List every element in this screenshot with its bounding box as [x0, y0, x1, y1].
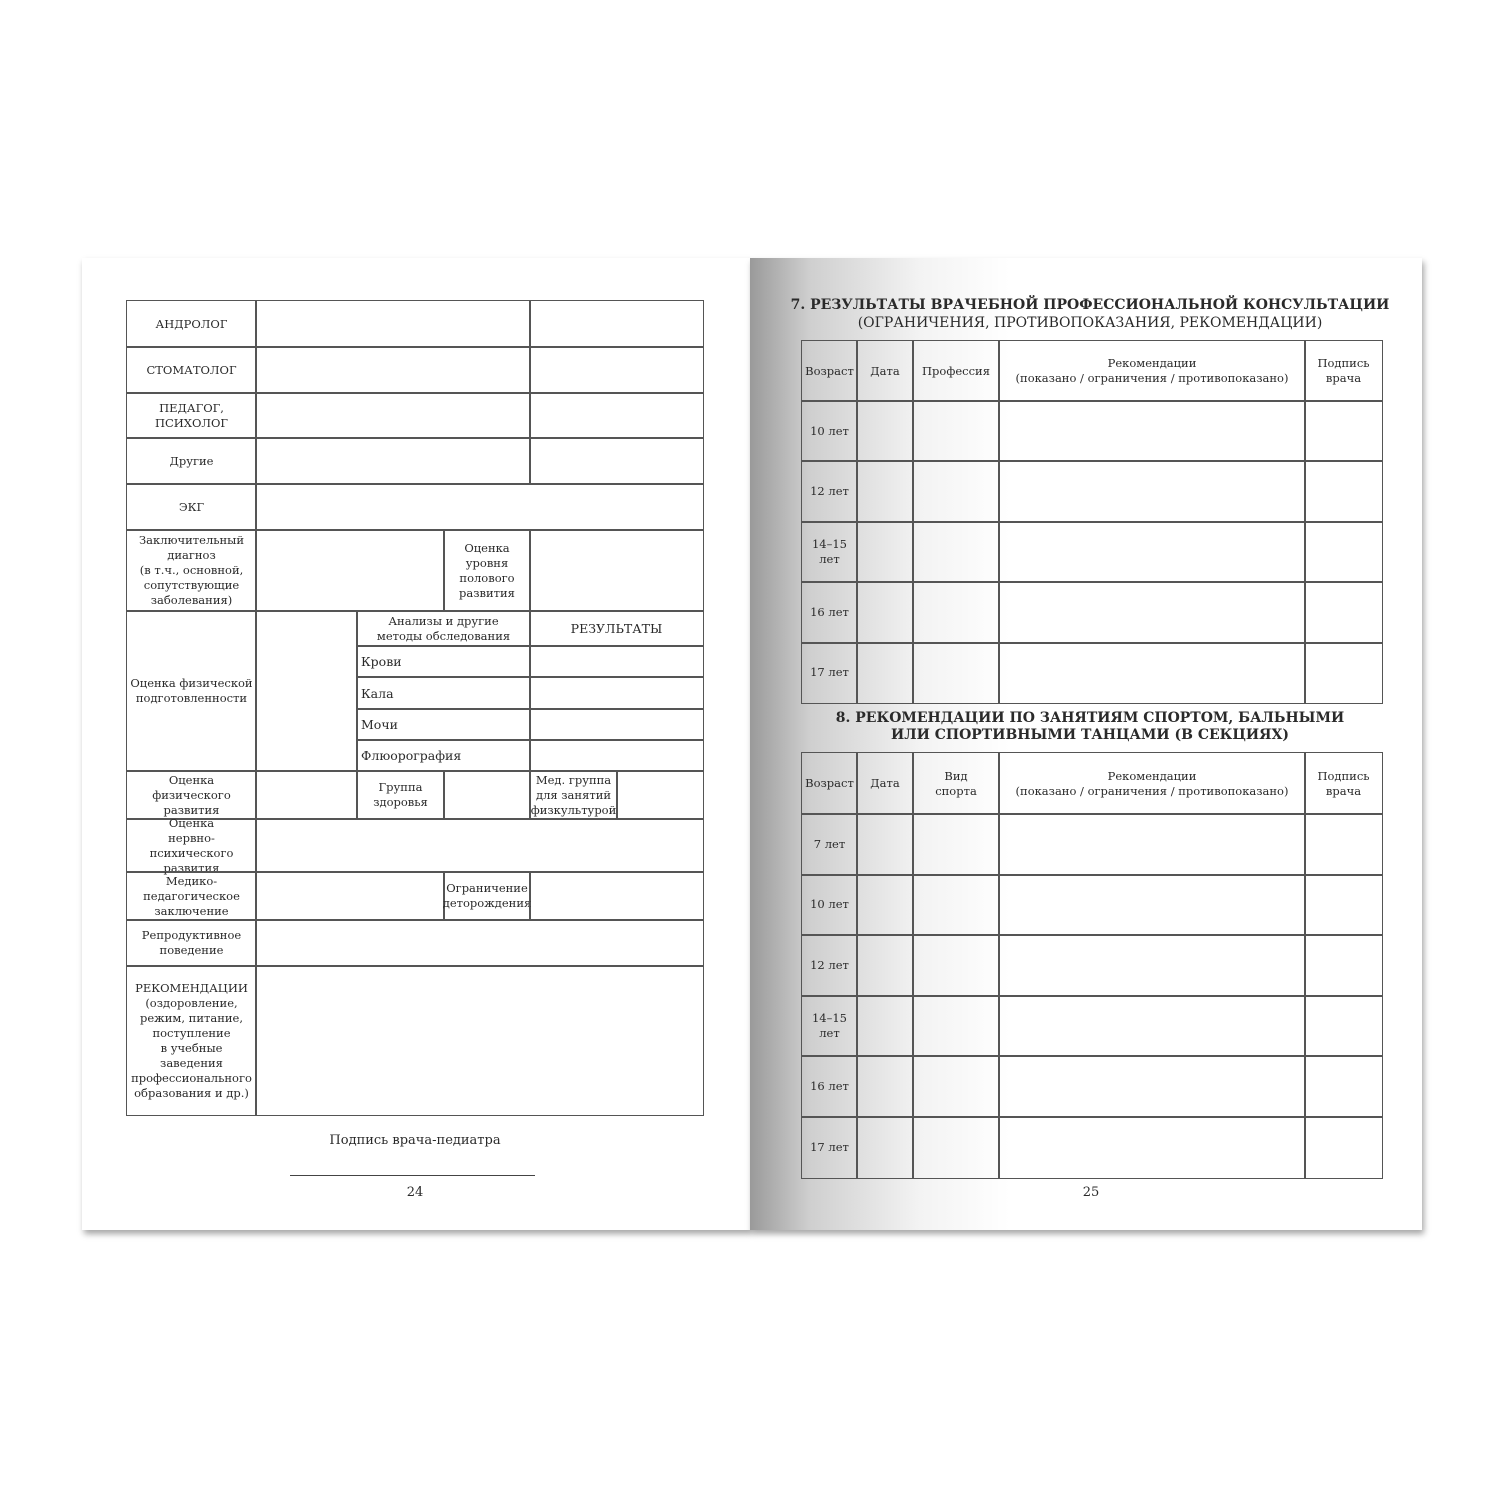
section8-cell-profession[interactable]	[912, 813, 1000, 876]
section8-cell-recommendations[interactable]	[998, 934, 1306, 997]
blood-result[interactable]	[529, 645, 704, 678]
row-label-andrologist: АНДРОЛОГ	[126, 300, 257, 348]
section7-cell-recommendations[interactable]	[998, 460, 1306, 522]
section7-row-age: 10 лет	[801, 400, 858, 462]
section8-cell-recommendations[interactable]	[998, 1116, 1306, 1179]
section8-cell-profession[interactable]	[912, 1055, 1000, 1118]
label-childbearing-limit: Ограничение деторождения	[443, 871, 531, 921]
section8-row-age: 16 лет	[801, 1055, 858, 1118]
section7-cell-recommendations[interactable]	[998, 642, 1306, 704]
section8-cell-recommendations[interactable]	[998, 813, 1306, 876]
section7-header-date: Дата	[856, 340, 914, 402]
fluorography-result[interactable]	[529, 739, 704, 772]
section8-cell-recommendations[interactable]	[998, 1055, 1306, 1118]
section8-header-age: Возраст	[801, 752, 858, 815]
section8-cell-signature[interactable]	[1304, 1116, 1383, 1179]
section8-row-age: 10 лет	[801, 874, 858, 937]
page-number-right: 25	[1082, 1185, 1100, 1200]
section8-cell-profession[interactable]	[912, 874, 1000, 937]
test-label-stool: Кала	[356, 676, 531, 710]
section7-cell-signature[interactable]	[1304, 642, 1383, 704]
section7-row-age: 16 лет	[801, 581, 858, 643]
teacher-psychologist-field[interactable]	[255, 392, 531, 439]
test-label-fluorography: Флюорография	[356, 739, 531, 772]
row-label-neuro-development: Оценка нервно-психического развития	[126, 818, 257, 873]
dentist-signature[interactable]	[529, 346, 704, 394]
urine-result[interactable]	[529, 708, 704, 741]
section7-title: 7. РЕЗУЛЬТАТЫ ВРАЧЕБНОЙ ПРОФЕССИОНАЛЬНОЙ КОНСУЛЬТАЦИИ	[790, 297, 1390, 313]
andrologist-field[interactable]	[255, 300, 531, 348]
section7-subtitle: (ОГРАНИЧЕНИЯ, ПРОТИВОПОКАЗАНИЯ, РЕКОМЕНДАЦИИ)	[857, 315, 1323, 331]
section8-cell-profession[interactable]	[912, 934, 1000, 997]
label-sexual-development: Оценка уровня полового развития	[443, 529, 531, 612]
section7-cell-date[interactable]	[856, 521, 914, 583]
section7-header-recommendations: Рекомендации (показано / ограничения / противопоказано)	[998, 340, 1306, 402]
section8-title: 8. РЕКОМЕНДАЦИИ ПО ЗАНЯТИЯМ СПОРТОМ, БАЛЬНЫМИ ИЛИ СПОРТИВНЫМИ ТАНЦАМИ (В СЕКЦИЯХ)	[835, 710, 1345, 743]
section7-header-age: Возраст	[801, 340, 858, 402]
page-number-left: 24	[406, 1185, 424, 1200]
section7-row-age: 14–15 лет	[801, 521, 858, 583]
test-label-urine: Мочи	[356, 708, 531, 741]
section8-cell-date[interactable]	[856, 1116, 914, 1179]
signature-label: Подпись врача-педиатра	[329, 1133, 501, 1148]
signature-line[interactable]	[290, 1175, 535, 1176]
recommendations-field[interactable]	[255, 965, 704, 1116]
row-label-recommendations: РЕКОМЕНДАЦИИ (оздоровление, режим, питание, поступление в учебные заведения профессионального образования и др.)	[126, 965, 257, 1116]
section7-cell-signature[interactable]	[1304, 400, 1383, 462]
section7-cell-signature[interactable]	[1304, 521, 1383, 583]
section8-cell-date[interactable]	[856, 1055, 914, 1118]
final-diagnosis-field[interactable]	[255, 529, 445, 612]
section8-cell-signature[interactable]	[1304, 813, 1383, 876]
dentist-field[interactable]	[255, 346, 531, 394]
others-field[interactable]	[255, 437, 531, 485]
section8-cell-date[interactable]	[856, 874, 914, 937]
section7-cell-date[interactable]	[856, 460, 914, 522]
teacher-psychologist-signature[interactable]	[529, 392, 704, 439]
section8-cell-signature[interactable]	[1304, 995, 1383, 1058]
label-health-group: Группа здоровья	[356, 770, 445, 820]
row-label-reproductive: Репродуктивное поведение	[126, 919, 257, 967]
section8-cell-date[interactable]	[856, 995, 914, 1058]
section8-cell-profession[interactable]	[912, 995, 1000, 1058]
physical-development-field[interactable]	[255, 770, 358, 820]
section8-header-recommendations: Рекомендации (показано / ограничения / противопоказано)	[998, 752, 1306, 815]
neuro-development-field[interactable]	[255, 818, 704, 873]
tests-header: Анализы и другие методы обследования	[356, 610, 531, 647]
section8-row-age: 12 лет	[801, 934, 858, 997]
section8-row-age: 7 лет	[801, 813, 858, 876]
section7-cell-recommendations[interactable]	[998, 400, 1306, 462]
results-header: РЕЗУЛЬТАТЫ	[529, 610, 704, 647]
section8-row-age: 17 лет	[801, 1116, 858, 1179]
sexual-development-field[interactable]	[529, 529, 704, 612]
section7-row-age: 17 лет	[801, 642, 858, 704]
pe-group-field[interactable]	[616, 770, 704, 820]
ecg-field[interactable]	[255, 483, 704, 531]
section8-cell-recommendations[interactable]	[998, 995, 1306, 1058]
childbearing-limit-field[interactable]	[529, 871, 704, 921]
section7-cell-profession[interactable]	[912, 400, 1000, 462]
med-ped-conclusion-field[interactable]	[255, 871, 445, 921]
section7-cell-profession[interactable]	[912, 581, 1000, 643]
section8-header-date: Дата	[856, 752, 914, 815]
section7-row-age: 12 лет	[801, 460, 858, 522]
reproductive-field[interactable]	[255, 919, 704, 967]
section7-cell-profession[interactable]	[912, 642, 1000, 704]
section7-header-profession: Профессия	[912, 340, 1000, 402]
andrologist-signature[interactable]	[529, 300, 704, 348]
row-label-physical-development: Оценка физического развития	[126, 770, 257, 820]
label-pe-group: Мед. группа для занятий физкультурой	[529, 770, 618, 820]
section7-cell-date[interactable]	[856, 642, 914, 704]
section8-header-profession: Вид спорта	[912, 752, 1000, 815]
section7-cell-profession[interactable]	[912, 460, 1000, 522]
section8-cell-recommendations[interactable]	[998, 874, 1306, 937]
section8-header-signature: Подпись врача	[1304, 752, 1383, 815]
section7-cell-signature[interactable]	[1304, 581, 1383, 643]
section8-row-age: 14–15 лет	[801, 995, 858, 1058]
row-label-dentist: СТОМАТОЛОГ	[126, 346, 257, 394]
section7-cell-signature[interactable]	[1304, 460, 1383, 522]
section8-cell-date[interactable]	[856, 813, 914, 876]
section7-cell-date[interactable]	[856, 581, 914, 643]
stool-result[interactable]	[529, 676, 704, 710]
row-label-med-ped-conclusion: Медико- педагогическое заключение	[126, 871, 257, 921]
section7-cell-recommendations[interactable]	[998, 581, 1306, 643]
section8-cell-signature[interactable]	[1304, 934, 1383, 997]
section8-cell-date[interactable]	[856, 934, 914, 997]
row-label-others: Другие	[126, 437, 257, 485]
section7-cell-profession[interactable]	[912, 521, 1000, 583]
section8-cell-signature[interactable]	[1304, 1055, 1383, 1118]
row-label-ecg: ЭКГ	[126, 483, 257, 531]
physical-fitness-field[interactable]	[255, 610, 358, 772]
row-label-final-diagnosis: Заключительный диагноз (в т.ч., основной, сопутствующие заболевания)	[126, 529, 257, 612]
section8-cell-signature[interactable]	[1304, 874, 1383, 937]
section7-header-signature: Подпись врача	[1304, 340, 1383, 402]
section7-cell-date[interactable]	[856, 400, 914, 462]
others-signature[interactable]	[529, 437, 704, 485]
section8-cell-profession[interactable]	[912, 1116, 1000, 1179]
health-group-field[interactable]	[443, 770, 531, 820]
test-label-blood: Крови	[356, 645, 531, 678]
section7-cell-recommendations[interactable]	[998, 521, 1306, 583]
row-label-physical-fitness: Оценка физической подготовленности	[126, 610, 257, 772]
row-label-teacher-psychologist: ПЕДАГОГ, ПСИХОЛОГ	[126, 392, 257, 439]
